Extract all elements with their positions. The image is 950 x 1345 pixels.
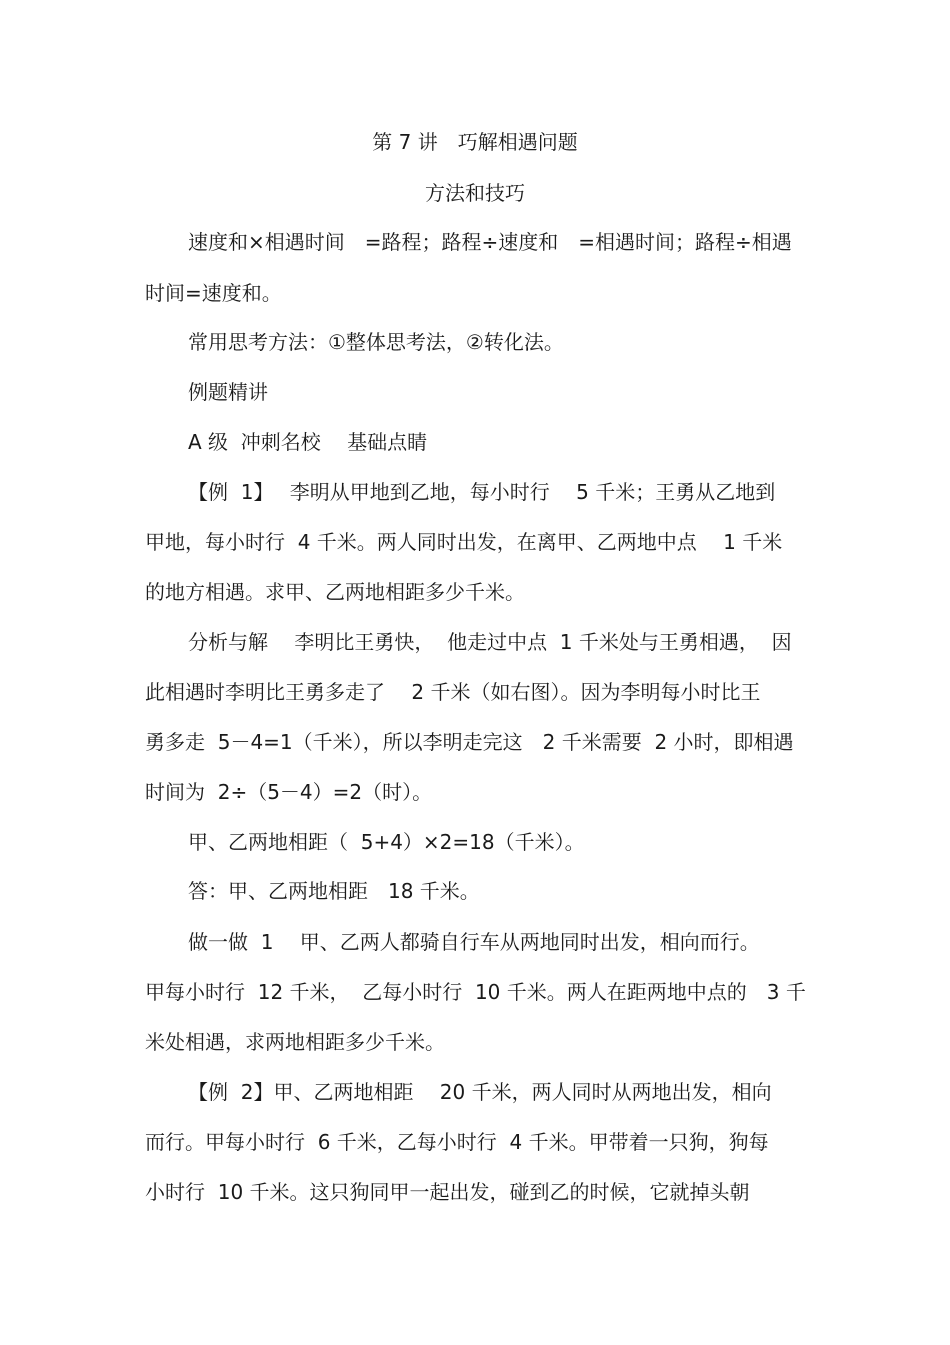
analysis-line: 勇多走 5－4=1（千米），所以李明走完这 2 千米需要 2 小时，即相遇	[145, 730, 794, 754]
page-title: 第 7 讲 巧解相遇问题	[372, 130, 578, 154]
example2-line: 【例 2】甲、乙两地相距 20 千米，两人同时从两地出发，相向	[188, 1080, 772, 1104]
practice1-line: 甲每小时行 12 千米， 乙每小时行 10 千米。两人在距两地中点的 3 千	[145, 980, 806, 1004]
analysis-line: 甲、乙两地相距（ 5+4）×2=18（千米）。	[188, 830, 585, 854]
section-heading-methods: 方法和技巧	[425, 181, 525, 205]
analysis-line: 分析与解 李明比王勇快， 他走过中点 1 千米处与王勇相遇， 因	[188, 630, 792, 654]
practice1-line: 做一做 1 甲、乙两人都骑自行车从两地同时出发，相向而行。	[188, 930, 760, 954]
analysis-line: 此相遇时李明比王勇多走了 2 千米（如右图）。因为李明每小时比王	[145, 680, 761, 704]
analysis-line: 时间为 2÷（5－4）=2（时）。	[145, 780, 433, 804]
formula-paragraph-line: 速度和×相遇时间 =路程；路程÷速度和 =相遇时间；路程÷相遇	[188, 230, 792, 254]
example2-line: 而行。甲每小时行 6 千米，乙每小时行 4 千米。甲带着一只狗，狗每	[145, 1130, 769, 1154]
answer-line: 答：甲、乙两地相距 18 千米。	[188, 879, 480, 903]
examples-heading: 例题精讲	[188, 380, 268, 404]
common-methods-paragraph: 常用思考方法：①整体思考法，②转化法。	[188, 330, 564, 354]
formula-paragraph-line: 时间=速度和。	[145, 281, 282, 305]
example1-line: 甲地，每小时行 4 千米。两人同时出发，在离甲、乙两地中点 1 千米	[145, 530, 783, 554]
example1-line: 【例 1】 李明从甲地到乙地，每小时行 5 千米；王勇从乙地到	[188, 480, 776, 504]
example1-line: 的地方相遇。求甲、乙两地相距多少千米。	[145, 580, 525, 604]
practice1-line: 米处相遇，求两地相距多少千米。	[145, 1030, 445, 1054]
level-heading: A 级 冲刺名校 基础点睛	[188, 430, 428, 454]
example2-line: 小时行 10 千米。这只狗同甲一起出发，碰到乙的时候，它就掉头朝	[145, 1180, 750, 1204]
